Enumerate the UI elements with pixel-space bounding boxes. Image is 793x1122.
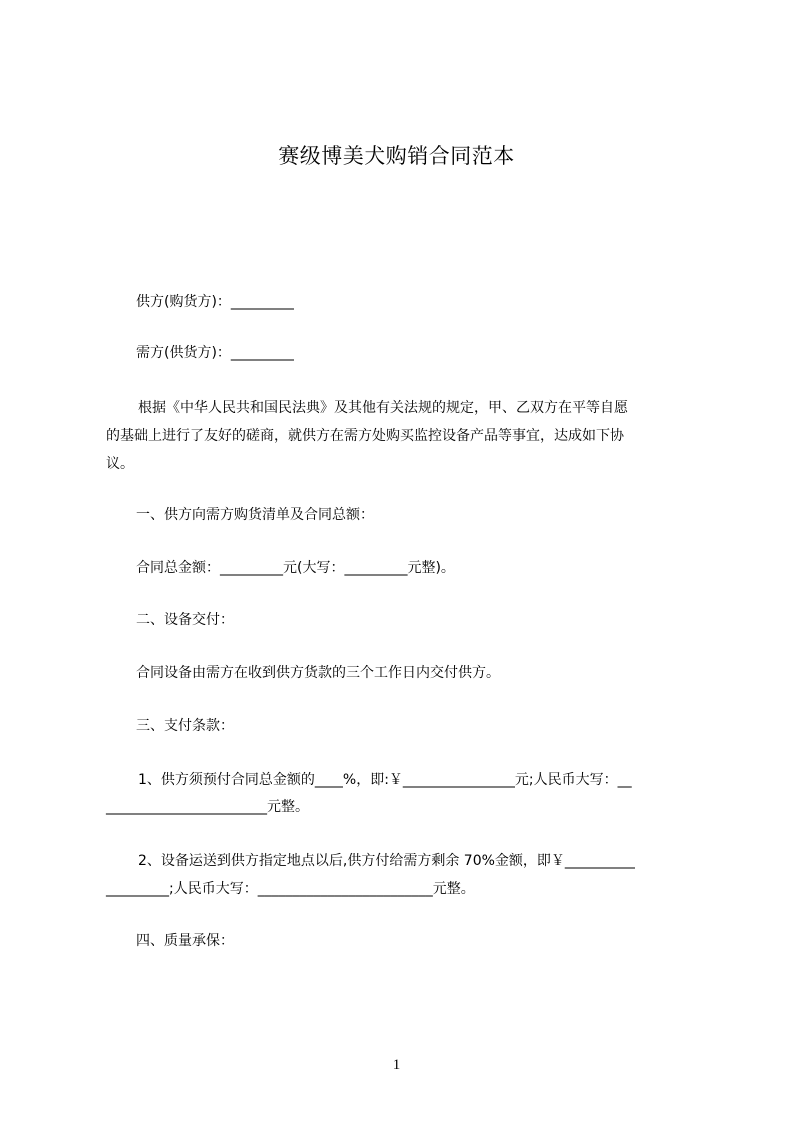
page-number: 1 — [392, 1057, 401, 1073]
intro-paragraph-line-1: 根据《中华人民共和国民法典》及其他有关法规的规定，甲、乙双方在平等自愿 — [138, 400, 628, 416]
intro-paragraph-line-3: 议。 — [106, 456, 134, 472]
section-4-heading: 四、质量承保： — [136, 933, 234, 949]
payment-clause-1-line-1: 1、供方须预付合同总金额的____%，即:￥________________元;人民币大写：__ — [138, 772, 632, 788]
payment-clause-2-line-1: 2、设备运送到供方指定地点以后,供方付给需方剩余 70%金额，即￥__________ — [138, 853, 635, 869]
document-title: 赛级博美犬购销合同范本 — [278, 144, 515, 168]
section-3-heading: 三、支付条款： — [136, 718, 234, 734]
payment-clause-1-line-2: _______________________元整。 — [106, 799, 309, 815]
section-2-heading: 二、设备交付： — [136, 612, 234, 628]
payment-clause-2-line-2: _________;人民币大写：_________________________元整。 — [106, 881, 475, 897]
seller-line: 需方(供货方)：_________ — [136, 345, 294, 361]
intro-paragraph-line-2: 的基础上进行了友好的磋商，就供方在需方处购买监控设备产品等事宜，达成如下协 — [106, 428, 624, 444]
delivery-text: 合同设备由需方在收到供方货款的三个工作日内交付供方。 — [136, 665, 500, 681]
buyer-line: 供方(购货方)：_________ — [136, 294, 294, 310]
total-amount-line: 合同总金额：_________元(大写：_________元整)。 — [136, 560, 455, 576]
section-1-heading: 一、供方向需方购货清单及合同总额： — [136, 507, 374, 523]
